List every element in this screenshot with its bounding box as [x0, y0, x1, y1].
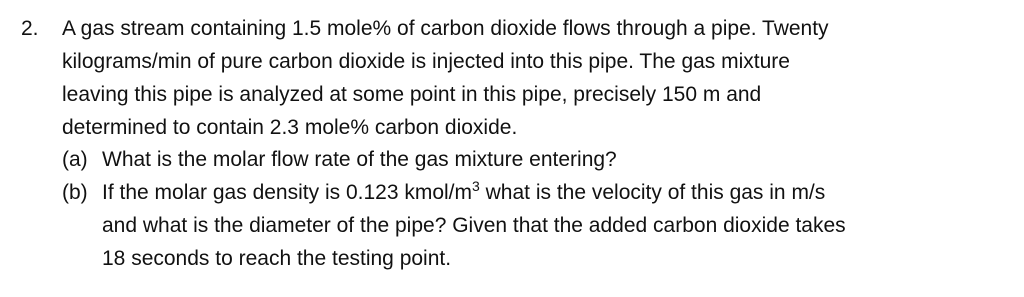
- part-a-label: (a): [62, 148, 88, 171]
- part-b-text: [102, 176, 846, 275]
- stem-line: leaving this pipe is analyzed at some point in this pipe, precisely 150 m and: [62, 83, 762, 106]
- superscript-exponent: 3: [472, 178, 480, 194]
- stem-line: A gas stream containing 1.5 mole% of carbon dioxide flows through a pipe. Twenty: [62, 17, 829, 40]
- part-b-line: [102, 176, 846, 209]
- stem-line: determined to contain 2.3 mole% carbon dioxide.: [62, 116, 518, 139]
- part-b-line1-text: If the molar gas density is 0.123 kmol/m: [102, 181, 472, 204]
- problem-stem: [62, 12, 1002, 144]
- part-b-label: (b): [62, 181, 88, 204]
- part-b-line: and what is the diameter of the pipe? Given that the added carbon dioxide takes: [102, 214, 846, 237]
- part-b-line1-rest: what is the velocity of this gas in m/s: [479, 181, 826, 204]
- part-b-line: 18 seconds to reach the testing point.: [102, 247, 452, 270]
- part-a-text: [102, 143, 617, 176]
- stem-line: kilograms/min of pure carbon dioxide is injected into this pipe. The gas mixture: [62, 50, 790, 73]
- part-a-line: What is the molar flow rate of the gas mixture entering?: [102, 148, 617, 171]
- problem-number: 2.: [21, 17, 39, 40]
